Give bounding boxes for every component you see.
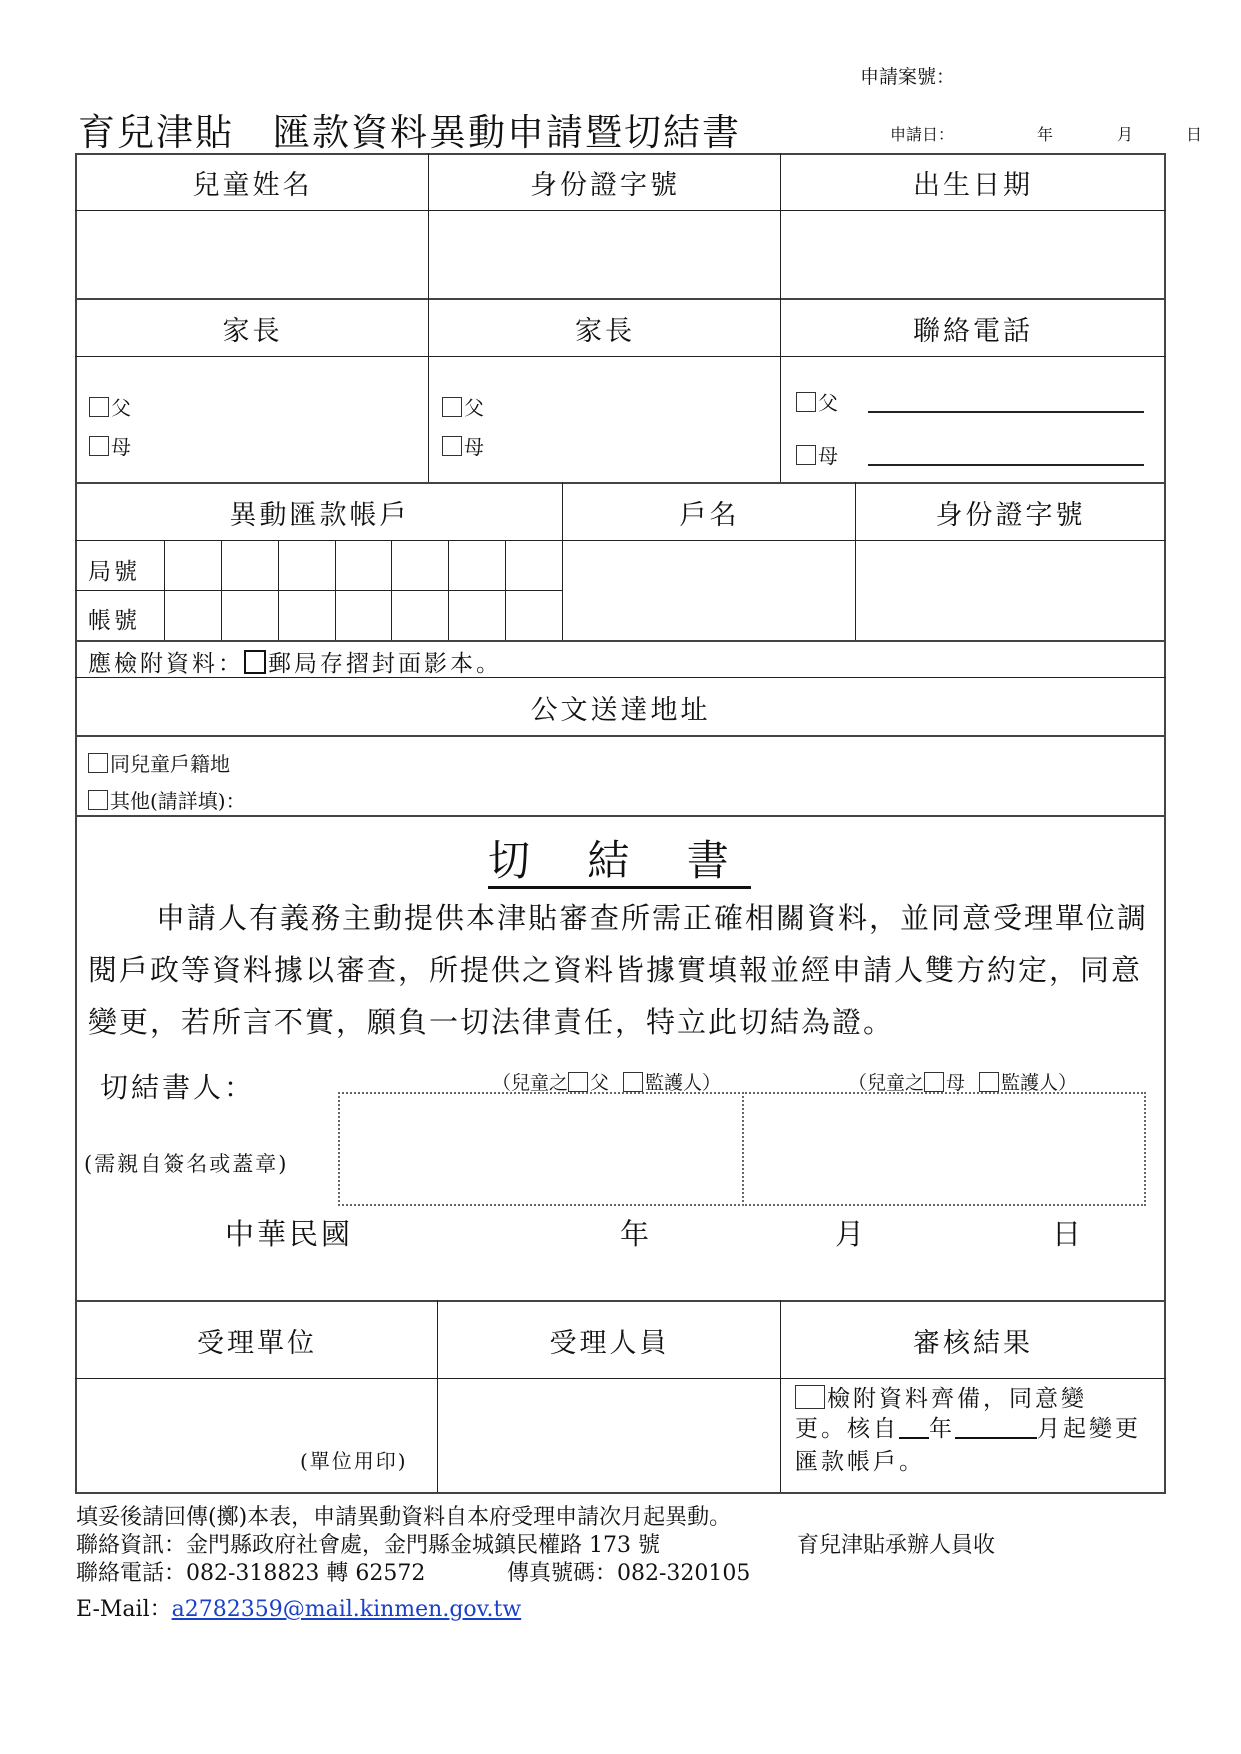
- account-number-boxes[interactable]: [166, 592, 562, 640]
- header-birth-date: 出生日期: [913, 170, 1033, 201]
- child-id-field[interactable]: [430, 212, 780, 298]
- checkbox-icon[interactable]: [442, 436, 462, 456]
- right-role-mother: 母: [946, 1072, 966, 1094]
- checkbox-icon[interactable]: [796, 445, 816, 465]
- footer-phone: 聯絡電話：082-318823 轉 62572: [76, 1561, 426, 1586]
- review-line3: 匯款帳戶。: [795, 1449, 925, 1475]
- mother-signature-box[interactable]: [742, 1092, 1146, 1206]
- attachment-label: 應檢附資料：: [88, 651, 244, 677]
- birth-date-field[interactable]: [782, 212, 1164, 298]
- footer-contact-info: 聯絡資訊：金門縣政府社會處，金門縣金城鎮民權路 173 號: [76, 1533, 660, 1558]
- review-year-blank[interactable]: [899, 1415, 929, 1439]
- parent2-mother-option[interactable]: [442, 431, 484, 460]
- oath-body: 申請人有義務主動提供本津貼審查所需正確相關資料，並同意受理單位調閱戶政等資料據以審查，所提供之資料皆據實填報並經申請人雙方約定，同意變更，若所言不實，願負一切法律責任，特立此切結為證。: [88, 901, 1149, 1039]
- header-parent-2: 家長: [575, 315, 635, 347]
- right-role-guardian: 監護人）: [1001, 1072, 1078, 1094]
- staff-field[interactable]: [439, 1380, 780, 1492]
- parent2-father-option[interactable]: [442, 392, 484, 421]
- parent1-father-option[interactable]: [89, 392, 131, 421]
- left-role-guardian: 監護人）: [645, 1072, 722, 1094]
- checkbox-icon[interactable]: [89, 397, 109, 417]
- page-title: 育兒津貼 匯款資料異動申請暨切結書: [78, 111, 741, 154]
- left-role-prefix: （兒童之: [492, 1072, 569, 1094]
- oath-year-label: 年: [620, 1217, 650, 1251]
- apply-year-label: 年: [1037, 125, 1054, 144]
- roc-label: 中華民國: [225, 1217, 354, 1251]
- review-line1: 檢附資料齊備，同意變: [827, 1386, 1087, 1412]
- checkbox-icon[interactable]: [88, 753, 108, 773]
- header-review-result: 審核結果: [913, 1327, 1033, 1359]
- checkbox-icon[interactable]: [442, 397, 462, 417]
- oath-day-label: 日: [1052, 1217, 1082, 1251]
- review-month-blank[interactable]: [955, 1415, 1037, 1439]
- mother-label: 母: [111, 435, 131, 459]
- header-account-id: 身份證字號: [935, 499, 1086, 531]
- checkbox-icon[interactable]: [244, 650, 266, 674]
- email-link[interactable]: a2782359@mail.kinmen.gov.tw: [171, 1597, 522, 1622]
- header-parent-1: 家長: [222, 315, 283, 347]
- email-label: E-Mail：: [76, 1597, 172, 1622]
- address-same-option[interactable]: [88, 748, 230, 777]
- header-child-id: 身份證字號: [530, 170, 680, 201]
- checkbox-icon[interactable]: [796, 392, 816, 412]
- oath-month-label: 月: [835, 1217, 865, 1251]
- oath-title: 切 結 書: [488, 838, 751, 889]
- address-same-label: 同兒童戶籍地: [110, 752, 230, 776]
- father-label: 父: [464, 396, 484, 420]
- review-approve-option[interactable]: [795, 1380, 1087, 1413]
- checkbox-icon[interactable]: [88, 790, 108, 810]
- account-number-label: 帳號: [88, 608, 140, 634]
- checkbox-icon[interactable]: [568, 1072, 588, 1092]
- attachment-item: 郵局存摺封面影本。: [268, 651, 502, 677]
- review-line2: [795, 1410, 1141, 1443]
- header-receiving-staff: 受理人員: [549, 1327, 670, 1359]
- father-phone-field[interactable]: [868, 411, 1144, 413]
- child-name-field[interactable]: [77, 212, 428, 298]
- apply-day-label: 日: [1186, 125, 1203, 144]
- header-remit-account: 異動匯款帳戶: [229, 499, 410, 531]
- header-account-name: 戶名: [679, 499, 740, 531]
- unit-stamp-field[interactable]: [77, 1380, 437, 1492]
- sign-note: (需親自簽名或蓋章): [84, 1152, 289, 1176]
- right-signer-role: [848, 1068, 1077, 1095]
- left-role-father: 父: [590, 1072, 610, 1094]
- checkbox-icon[interactable]: [924, 1072, 944, 1092]
- apply-date-label: 申請日：: [890, 125, 955, 144]
- review-line2-a: 更。核自: [795, 1416, 899, 1442]
- apply-month-label: 月: [1117, 125, 1134, 144]
- mother-label: 母: [818, 444, 838, 468]
- father-signature-box[interactable]: [338, 1092, 744, 1206]
- header-child-name: 兒童姓名: [192, 170, 313, 201]
- account-id-field[interactable]: [857, 542, 1164, 640]
- attachment-row: [88, 645, 502, 678]
- address-other-label: 其他(請詳填)：: [110, 789, 246, 813]
- footer-email-row: [76, 1592, 521, 1623]
- father-label: 父: [818, 391, 838, 415]
- mother-label: 母: [464, 435, 484, 459]
- left-signer-role: [492, 1068, 721, 1095]
- right-role-prefix: （兒童之: [848, 1072, 925, 1094]
- header-receiving-unit: 受理單位: [197, 1327, 317, 1359]
- branch-code-label: 局號: [88, 559, 140, 585]
- footer-recipient: 育兒津貼承辦人員收: [797, 1533, 996, 1558]
- unit-stamp-note: (單位用印): [300, 1449, 408, 1473]
- mother-phone-field[interactable]: [868, 464, 1144, 466]
- footer-instruction: 填妥後請回傳(擲)本表，申請異動資料自本府受理申請次月起異動。: [76, 1505, 732, 1530]
- father-label: 父: [111, 396, 131, 420]
- review-line2-c: 月起變更: [1037, 1416, 1141, 1442]
- header-contact-phone: 聯絡電話: [913, 315, 1033, 347]
- checkbox-icon[interactable]: [979, 1072, 999, 1092]
- checkbox-icon[interactable]: [89, 436, 109, 456]
- phone-father-option[interactable]: [796, 387, 838, 416]
- parent1-mother-option[interactable]: [89, 431, 131, 460]
- address-other-option[interactable]: [88, 785, 246, 814]
- header-mailing-address: 公文送達地址: [530, 694, 711, 726]
- signer-label: 切結書人：: [100, 1071, 256, 1104]
- phone-mother-option[interactable]: [796, 440, 838, 469]
- case-number-label: 申請案號：: [860, 66, 956, 88]
- checkbox-icon[interactable]: [623, 1072, 643, 1092]
- account-holder-field[interactable]: [564, 542, 855, 640]
- footer-fax: 傳真號碼：082-320105: [507, 1561, 751, 1586]
- checkbox-icon[interactable]: [795, 1385, 825, 1409]
- review-line2-b: 年: [929, 1416, 955, 1442]
- branch-code-boxes[interactable]: [166, 542, 562, 590]
